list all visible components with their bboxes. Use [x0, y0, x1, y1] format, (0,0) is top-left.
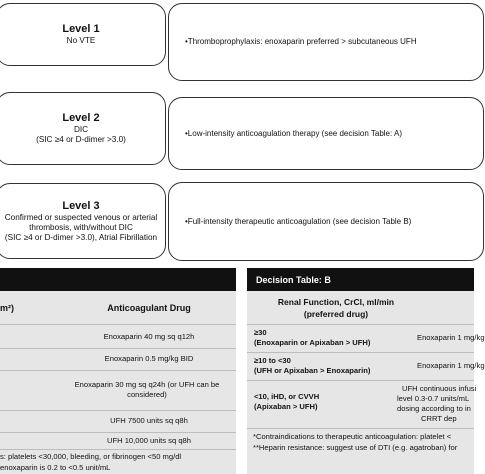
table-a-row-2: Enoxaparin 0.5 mg/kg BID — [104, 354, 194, 363]
table-a-row-5: UFH 10,000 units sq q8h — [106, 436, 191, 445]
table-b-row-3-col1-line-2: (Apixaban > UFH) — [254, 402, 318, 411]
table-a-row-4: UFH 7500 units sq q8h — [110, 416, 188, 425]
table-b-footnote-1: *Contraindications to therapeutic anticoagulation: platelet < — [253, 431, 452, 441]
table-a-row-1: Enoxaparin 40 mg sq q12h — [103, 332, 195, 341]
table-b-row-2-col1-line-2: (UFH or Apixaban > Enoxaparin) — [254, 366, 371, 375]
decision-table-b — [247, 268, 485, 474]
table-b-row-2-col2: Enoxaparin 1 mg/kg — [417, 361, 485, 370]
table-a-col1-header: m²) — [0, 303, 14, 313]
level-2-subtitle-line-1: DIC — [73, 125, 89, 134]
table-b-row-3-col1-line-1: <10, iHD, or CVVH — [254, 392, 320, 401]
table-b-title: Decision Table: B — [256, 274, 331, 285]
level-2-subtitle-line-2: (SIC ≥4 or D-dimer >3.0) — [36, 135, 126, 144]
level-2-box — [0, 92, 166, 165]
table-a-row-3: Enoxaparin 30 mg sq q24h (or UFH can be considered) — [74, 380, 220, 399]
table-b-row-2-col1-line-1: ≥10 to <30 — [254, 356, 291, 365]
table-a-divider — [0, 410, 236, 411]
level-3-description: •Full-intensity therapeutic anticoagulation (see decision Table B) — [185, 216, 412, 226]
table-a-divider — [0, 449, 236, 450]
table-b-row-3-col2-line-3: dosing according to in — [397, 404, 471, 413]
table-b-divider — [247, 428, 474, 429]
level-3-title: Level 3 — [62, 199, 100, 212]
level-1-title: Level 1 — [62, 23, 100, 35]
level-3-subtitle-line-1: Confirmed or suspected venous or arterial — [4, 212, 158, 222]
table-b-row-1-col2: Enoxaparin 1 mg/kg — [417, 333, 485, 342]
level-1-description-box — [168, 3, 484, 81]
level-3-subtitle-line-2: thrombosis, with/without DIC — [29, 222, 133, 232]
table-a-header-bar — [0, 268, 236, 291]
level-2-description: •Low-intensity anticoagulation therapy (see decision Table: A) — [185, 128, 403, 138]
table-b-row-3-col2-line-4: CRRT dep — [421, 414, 457, 423]
table-a-divider — [0, 370, 236, 371]
table-b-footnote-2: **Heparin resistance: suggest use of DTI (e.g. agatroban) for — [253, 442, 458, 452]
table-b-row-1-col1-line-2: (Enoxaparin or Apixaban > UFH) — [254, 338, 371, 347]
table-a-divider — [0, 432, 236, 433]
decision-table-a — [0, 268, 236, 474]
table-a-footnote-1: s: platelets <30,000, bleeding, or fibrinogen <50 mg/dl — [0, 451, 182, 461]
table-b-divider — [247, 324, 474, 325]
level-1-subtitle: No VTE — [66, 36, 96, 45]
table-b-divider — [247, 352, 474, 353]
level-3-box — [0, 183, 166, 259]
table-b-col1-header-line-2: (preferred drug) — [303, 308, 369, 319]
table-b-col1-header-line-1: Renal Function, CrCl, ml/min — [277, 296, 395, 307]
table-b-divider — [247, 380, 474, 381]
table-a-col2-header: Anticoagulant Drug — [107, 303, 191, 313]
table-a-divider — [0, 348, 236, 349]
level-2-title: Level 2 — [62, 112, 100, 124]
level-1-box — [0, 3, 166, 66]
level-3-description-box — [168, 182, 484, 261]
table-b-row-3-col2-line-2: level 0.3-0.7 units/mL — [397, 394, 470, 403]
table-a-footnote-2: enoxaparin is 0.2 to <0.5 unit/mL — [0, 462, 111, 472]
table-a-divider — [0, 324, 236, 325]
table-b-row-1-col1-line-1: ≥30 — [254, 328, 267, 337]
table-b-row-3-col2-line-1: UFH continuous infusi — [402, 384, 477, 393]
level-2-description-box — [168, 97, 484, 170]
table-b-header-bar — [247, 268, 474, 291]
level-1-description: •Thromboprophylaxis: enoxaparin preferred > subcutaneous UFH — [185, 37, 417, 46]
level-3-subtitle-line-3: (SIC ≥4 or D-dimer >3.0), Atrial Fibrillation — [4, 232, 158, 242]
